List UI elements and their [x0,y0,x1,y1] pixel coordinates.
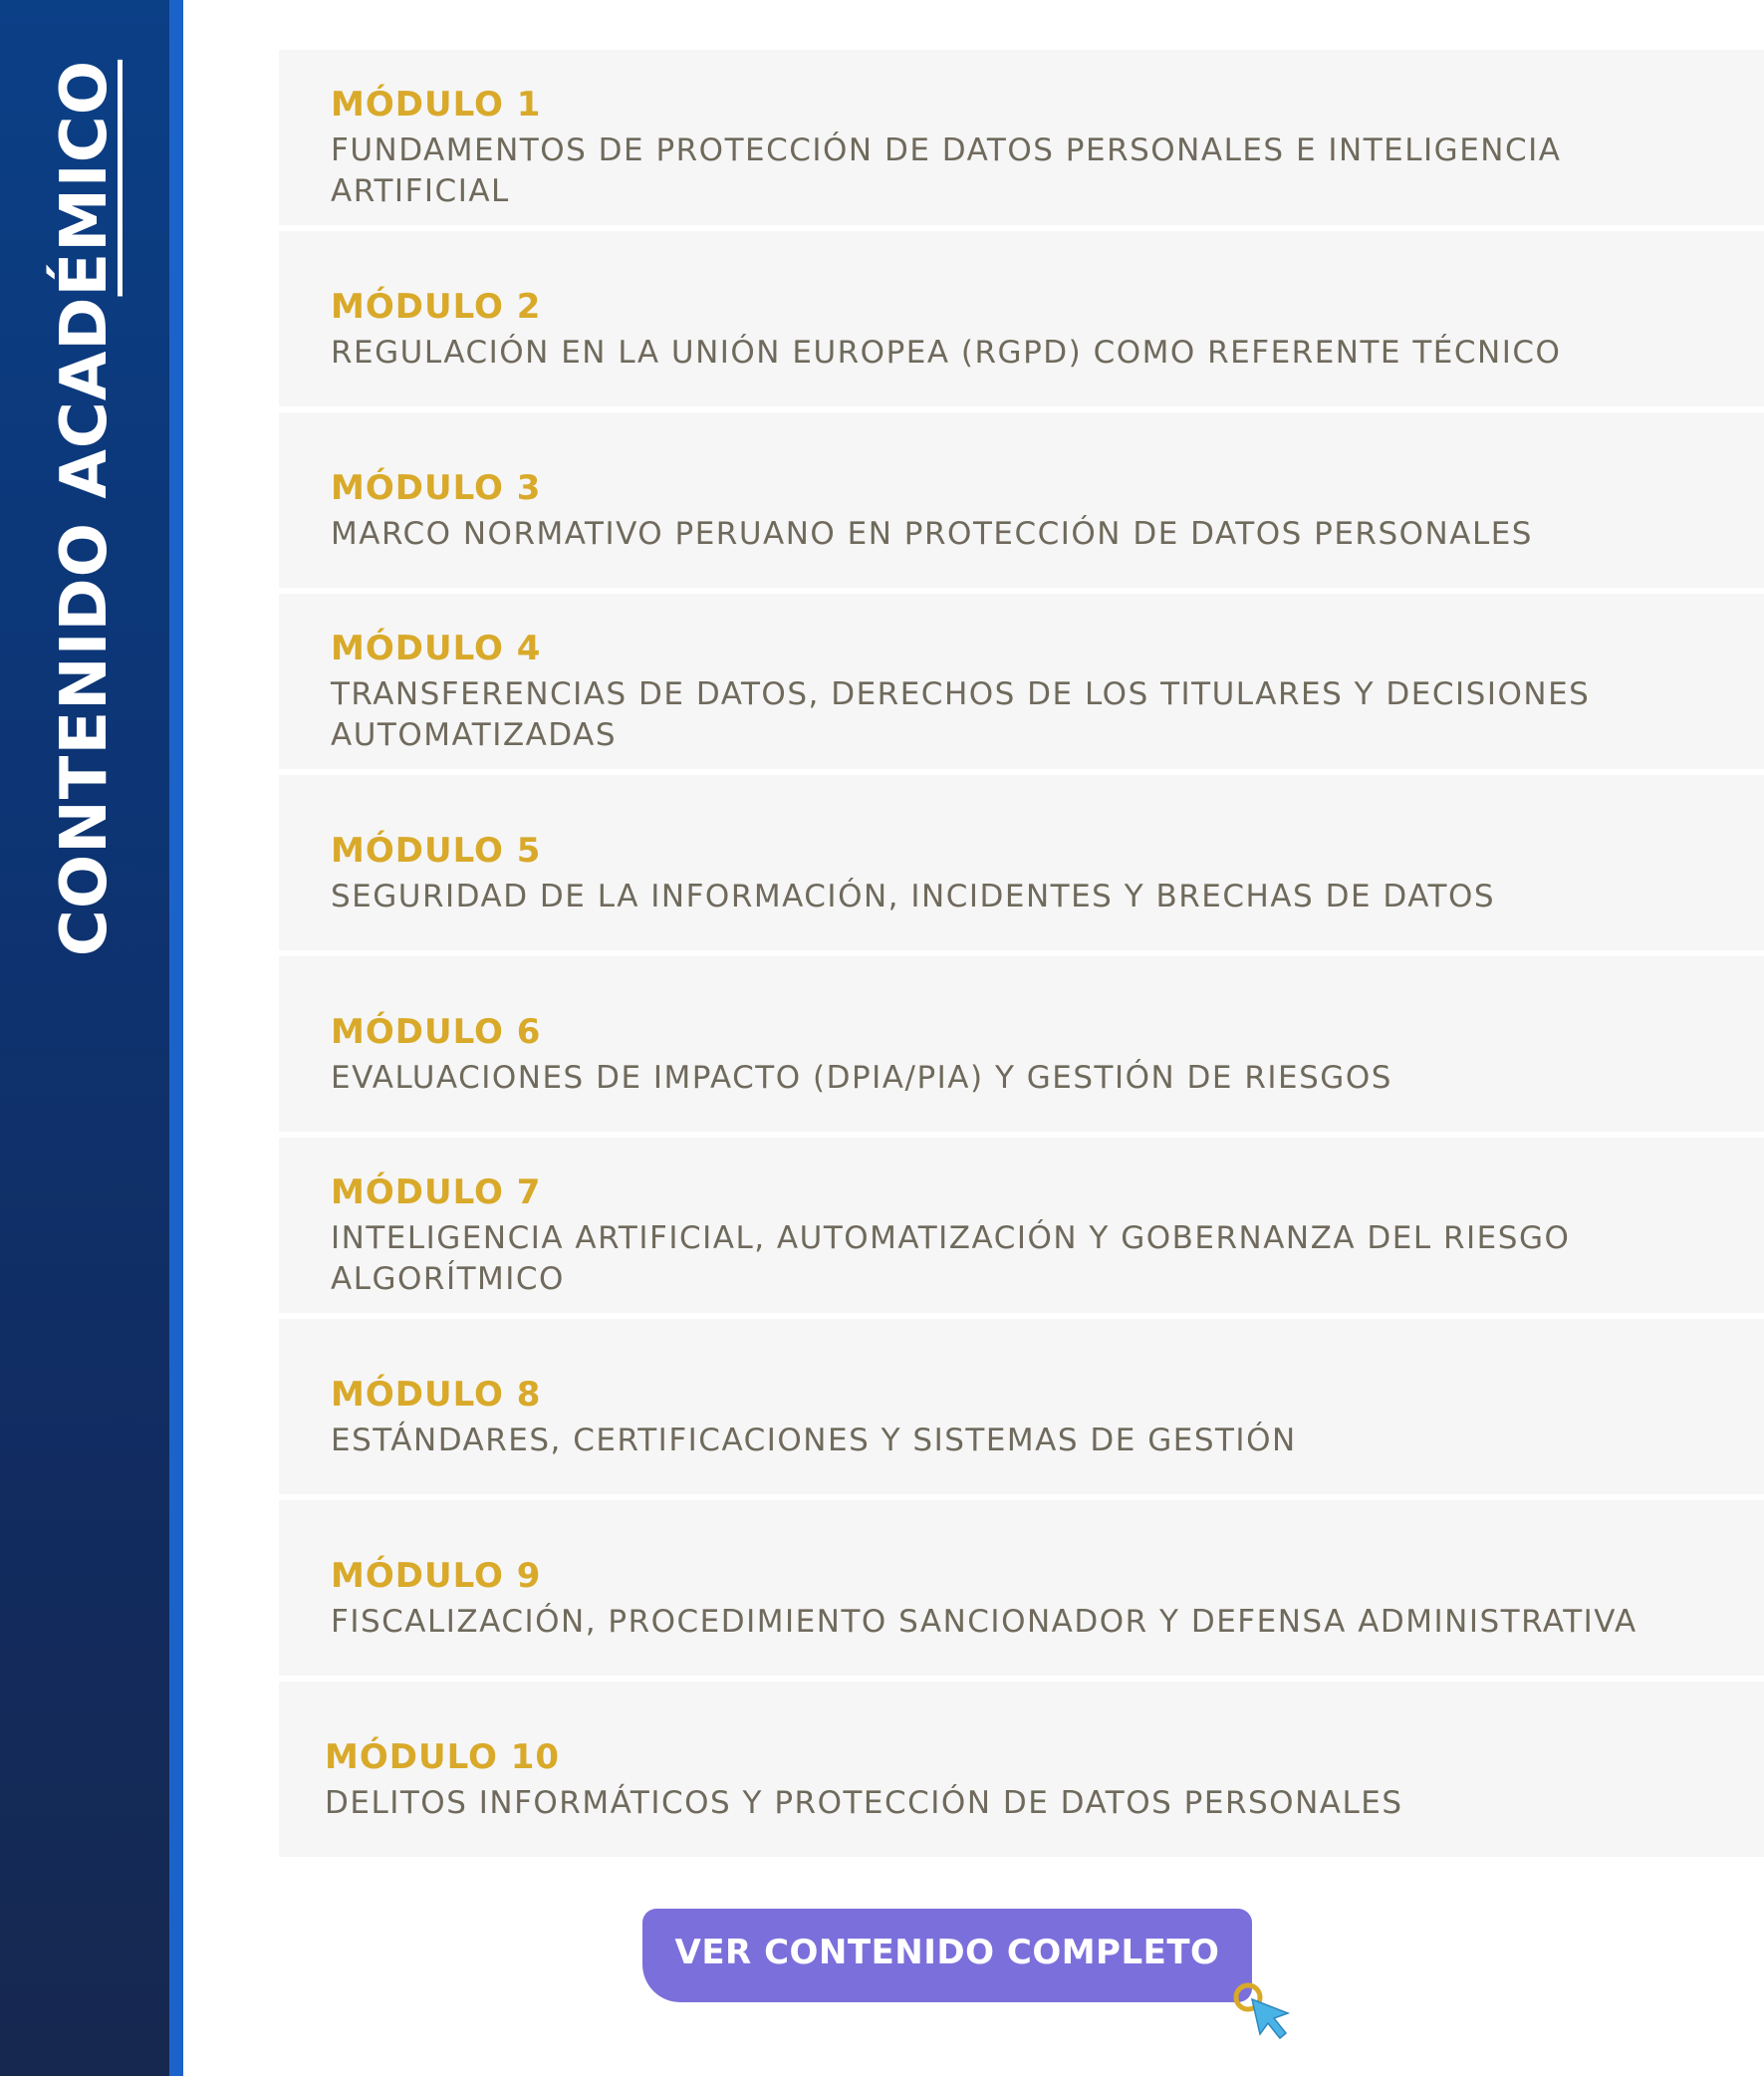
module-title: MÓDULO 5 [331,830,542,871]
sidebar-accent-stripe [169,0,183,2076]
module-description: SEGURIDAD DE LA INFORMACIÓN, INCIDENTES Y BRECHAS DE DATOS [331,878,1496,914]
module-description: EVALUACIONES DE IMPACTO (DPIA/PIA) Y GESTIÓN DE RIESGOS [331,1059,1392,1096]
module-title: MÓDULO 9 [331,1555,542,1596]
module-title: MÓDULO 1 [331,85,542,125]
module-title: MÓDULO 10 [325,1736,561,1777]
module-card-3 [279,412,1764,588]
module-description: INTELIGENCIA ARTIFICIAL, AUTOMATIZACIÓN Y GOBERNANZA DEL RIESGO ALGORÍTMICO [331,1220,1571,1297]
view-full-content-label: VER CONTENIDO COMPLETO [674,1933,1220,1972]
module-card-6 [279,956,1764,1132]
module-card-7 [279,1138,1764,1313]
module-list [279,50,1764,1863]
sidebar-title [48,59,122,957]
module-title: MÓDULO 4 [331,629,542,668]
module-title: MÓDULO 3 [331,467,542,508]
module-card-5 [279,775,1764,950]
module-title: MÓDULO 8 [331,1374,542,1415]
module-description: REGULACIÓN EN LA UNIÓN EUROPEA (RGPD) COMO REFERENTE TÉCNICO [331,334,1562,371]
module-card-2 [279,231,1764,406]
sidebar-title-container [15,59,154,957]
pointer-cursor-icon [1230,1979,1300,2049]
module-description: FISCALIZACIÓN, PROCEDIMIENTO SANCIONADOR Y DEFENSA ADMINISTRATIVA [331,1603,1638,1640]
module-description: MARCO NORMATIVO PERUANO EN PROTECCIÓN DE DATOS PERSONALES [331,515,1533,552]
view-full-content-button[interactable] [642,1909,1252,2002]
sidebar-title-main: CONTENIDO ACAD [48,296,122,957]
module-description: ESTÁNDARES, CERTIFICACIONES Y SISTEMAS DE GESTIÓN [331,1422,1297,1458]
module-description: FUNDAMENTOS DE PROTECCIÓN DE DATOS PERSONALES E INTELIGENCIA ARTIFICIAL [331,132,1562,209]
module-description: DELITOS INFORMÁTICOS Y PROTECCIÓN DE DATOS PERSONALES [325,1784,1403,1821]
module-card-8 [279,1319,1764,1494]
module-title: MÓDULO 7 [331,1172,542,1212]
module-card-10 [279,1682,1764,1857]
module-card-9 [279,1500,1764,1676]
module-description: TRANSFERENCIAS DE DATOS, DERECHOS DE LOS TITULARES Y DECISIONES AUTOMATIZADAS [331,676,1591,753]
module-title: MÓDULO 2 [331,286,542,327]
module-title: MÓDULO 6 [331,1011,542,1052]
module-card-1 [279,50,1764,225]
sidebar-title-underlined: ÉMICO [48,59,122,297]
module-card-4 [279,594,1764,769]
